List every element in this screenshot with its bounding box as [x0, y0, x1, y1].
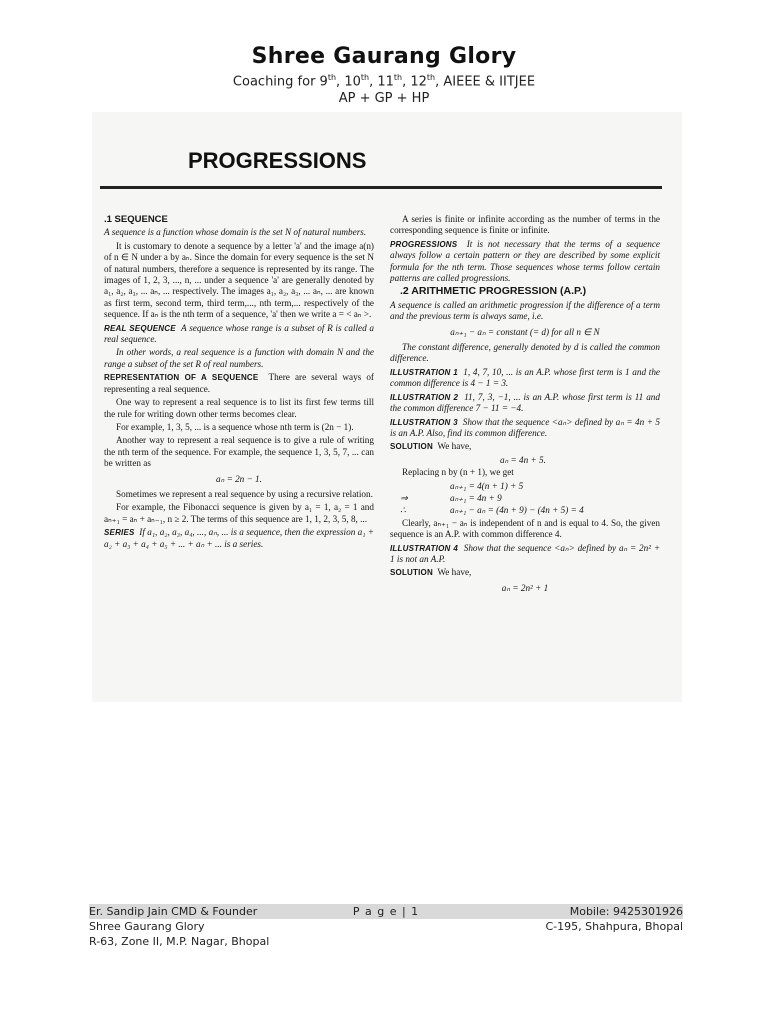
illustration-3: [390, 417, 660, 440]
footer-founder: Er. Sandip Jain CMD & Founder: [89, 905, 258, 918]
equation-4n-plus-5: aₙ = 4n + 5.: [500, 454, 546, 465]
illustration-1: [390, 367, 660, 390]
chapter-title: PROGRESSIONS: [188, 148, 367, 173]
equation-therefore-row: [390, 505, 660, 516]
section-heading-ap: .2 ARITHMETIC PROGRESSION (A.P.): [400, 285, 587, 298]
illustration-4-text: Show that the sequence <aₙ> defined by aₙ = 2n² + 1 is not an A.P.: [390, 542, 661, 564]
series-label: SERIES: [104, 528, 135, 538]
sup-10: th: [360, 73, 370, 82]
fibonacci-example: For example, the Fibonacci sequence is given by a₁ = 1, a₂ = 1 and aₙ₊₁ = aₙ + aₙ₋₁, n ≥ 2. The terms of this sequence are 1, 1, 2, 3, 5, 8, ...: [104, 502, 374, 524]
representation-text: There are several ways of representing a real sequence.: [104, 372, 374, 394]
representation-way-two: Another way to represent a real sequence is to give a rule of writing the nth term of the sequence. For example, the sequence 1, 3, 5, 7, ... can be written as: [104, 435, 374, 469]
illustration-3-text: Show that the sequence <aₙ> defined by aₙ = 4n + 5 is an A.P. Also, find its common difference.: [390, 416, 660, 438]
class-11: 11: [377, 74, 394, 90]
equation-4n-plus-9: aₙ₊₁ = 4n + 9: [450, 492, 502, 503]
solution-1: [390, 441, 660, 452]
recursive-relation: Sometimes we represent a real sequence by using a recursive relation.: [116, 488, 373, 499]
equation-implies-row: [390, 493, 660, 504]
illustration-2: [390, 392, 660, 415]
illustration-2-text: 11, 7, 3, −1, ... is an A.P. whose first term is 11 and the common difference 7 − 11 = −4.: [390, 391, 660, 414]
progressions-paragraph: [390, 239, 660, 285]
illustration-3-label: ILLUSTRATION 3: [390, 417, 458, 427]
page-header: [0, 44, 768, 106]
illustration-4: [390, 543, 660, 566]
real-sequence-other-words: In other words, a real sequence is a function with domain N and the range a subset of the set R of real numbers.: [104, 347, 374, 369]
footer-institute: Shree Gaurang Glory: [89, 920, 205, 933]
topics-line: AP + GP + HP: [338, 91, 430, 107]
solution-2: [390, 567, 660, 578]
ap-conclusion: Clearly, aₙ₊₁ − aₙ is independent of n and is equal to 4. So, the given sequence is an A.P. with common difference 4.: [390, 517, 660, 540]
common-difference-note: The constant difference, generally denoted by d is called the common difference.: [390, 342, 660, 364]
sup-11: th: [393, 73, 403, 82]
illustration-1-label: ILLUSTRATION 1: [390, 367, 458, 377]
coaching-rest: AIEEE & IITJEE: [443, 74, 536, 90]
footer-address-shahpura: C-195, Shahpura, Bhopal: [545, 920, 683, 933]
equation-2n-squared-plus-1: aₙ = 2n² + 1: [501, 582, 549, 593]
footer-address-mp-nagar: R-63, Zone II, M.P. Nagar, Bhopal: [89, 935, 270, 948]
illustration-1-text: 1, 4, 7, 10, ... is an A.P. whose first term is 1 and the common difference is 4 − 1 = 3.: [390, 366, 660, 389]
title-rule: [100, 186, 662, 189]
equation-a-n-plus-1: aₙ₊₁ = 4(n + 1) + 5: [450, 480, 524, 491]
footer-row-3: [89, 934, 683, 949]
equation-difference-4: aₙ₊₁ − aₙ = (4n + 9) − (4n + 5) = 4: [450, 505, 584, 516]
representation-example-one: For example, 1, 3, 5, ... is a sequence whose nth term is (2n − 1).: [116, 421, 354, 432]
implies-symbol: ⇒: [400, 492, 408, 503]
page-footer: [89, 904, 683, 949]
solution-1-text: We have,: [437, 441, 472, 452]
coaching-prefix: Coaching for 9: [232, 74, 328, 90]
replacing-line: Replacing n by (n + 1), we get: [402, 467, 514, 478]
representation-label: REPRESENTATION OF A SEQUENCE: [104, 373, 259, 383]
solution-2-text: We have,: [437, 567, 472, 578]
sequence-definition: A sequence is a function whose domain is the set N of natural numbers.: [104, 227, 367, 238]
footer-row-2: [89, 919, 683, 934]
sup-9: th: [327, 73, 337, 82]
series-text: If a₁, a₂, a₃, a₄, ..., aₙ, ... is a sequence, then the expression a₁ + a₂ + a₃ + a₄ + a₅ + ... + aₙ + ... is a series.: [104, 527, 375, 549]
section-heading-sequence: .1 SEQUENCE: [104, 214, 168, 225]
illustration-4-label: ILLUSTRATION 4: [390, 543, 459, 553]
illustration-2-label: ILLUSTRATION 2: [390, 392, 459, 402]
page-number: P a g e | 1: [352, 905, 420, 918]
sequence-explanation: It is customary to denote a sequence by a letter 'a' and the image a(n) of n ∈ N under a by aₙ. Since the domain for every sequence is the set N of natural numbers, therefore a sequence is represented by its range. The images of 1, 2, 3, ..., n, ... under a sequence 'a' are generally denoted by a₁, a₂, a₃, ... aₙ, ... respectively. The images a₁, a₂, a₃, ... aₙ, ... are known as first term, second term, third term,..., nth term,... respectively of the sequence. If aₙ is the nth term of a sequence, 'a' then we write a = < aₙ >.: [104, 240, 374, 320]
real-sequence-text: A sequence whose range is a subset of R is called a real sequence.: [104, 322, 375, 345]
right-column: [390, 214, 660, 598]
representation-paragraph: [104, 372, 374, 395]
equation-2n-minus-1: aₙ = 2n − 1.: [216, 473, 262, 484]
progressions-text: It is not necessary that the terms of a sequence always follow a certain pattern or they are described by some explicit formula for the nth term. Those sequences whose terms follow certain patterns are called progressions.: [390, 238, 661, 284]
coaching-line: Coaching for 9th, 10th, 11th, 12th, AIEEE & IITJEE: [232, 73, 536, 90]
brand-title: Shree Gaurang Glory: [251, 44, 517, 69]
solution-2-label: SOLUTION: [390, 568, 433, 578]
representation-way-one: One way to represent a real sequence is to list its first few terms till the rule for writing down other terms becomes clear.: [104, 397, 374, 419]
left-column: [104, 214, 374, 552]
real-sequence-paragraph: [104, 323, 374, 346]
progressions-label: PROGRESSIONS: [390, 239, 458, 249]
class-10: 10: [344, 74, 361, 90]
ap-constant-equation: aₙ₊₁ − aₙ = constant (= d) for all n ∈ N: [450, 326, 600, 337]
class-12: 12: [410, 74, 427, 90]
series-finite-infinite: A series is finite or infinite according as the number of terms in the corresponding sequence is finite or infinite.: [390, 214, 660, 236]
ap-definition: A sequence is called an arithmetic progression if the difference of a term and the previous term is always same, i.e.: [390, 299, 660, 322]
series-paragraph: [104, 527, 374, 550]
sup-12: th: [426, 73, 436, 82]
therefore-symbol: ∴: [400, 505, 406, 516]
footer-mobile: Mobile: 9425301926: [569, 905, 683, 918]
solution-1-label: SOLUTION: [390, 442, 433, 452]
footer-row-1: [89, 904, 683, 919]
real-sequence-label: REAL SEQUENCE: [104, 323, 176, 333]
